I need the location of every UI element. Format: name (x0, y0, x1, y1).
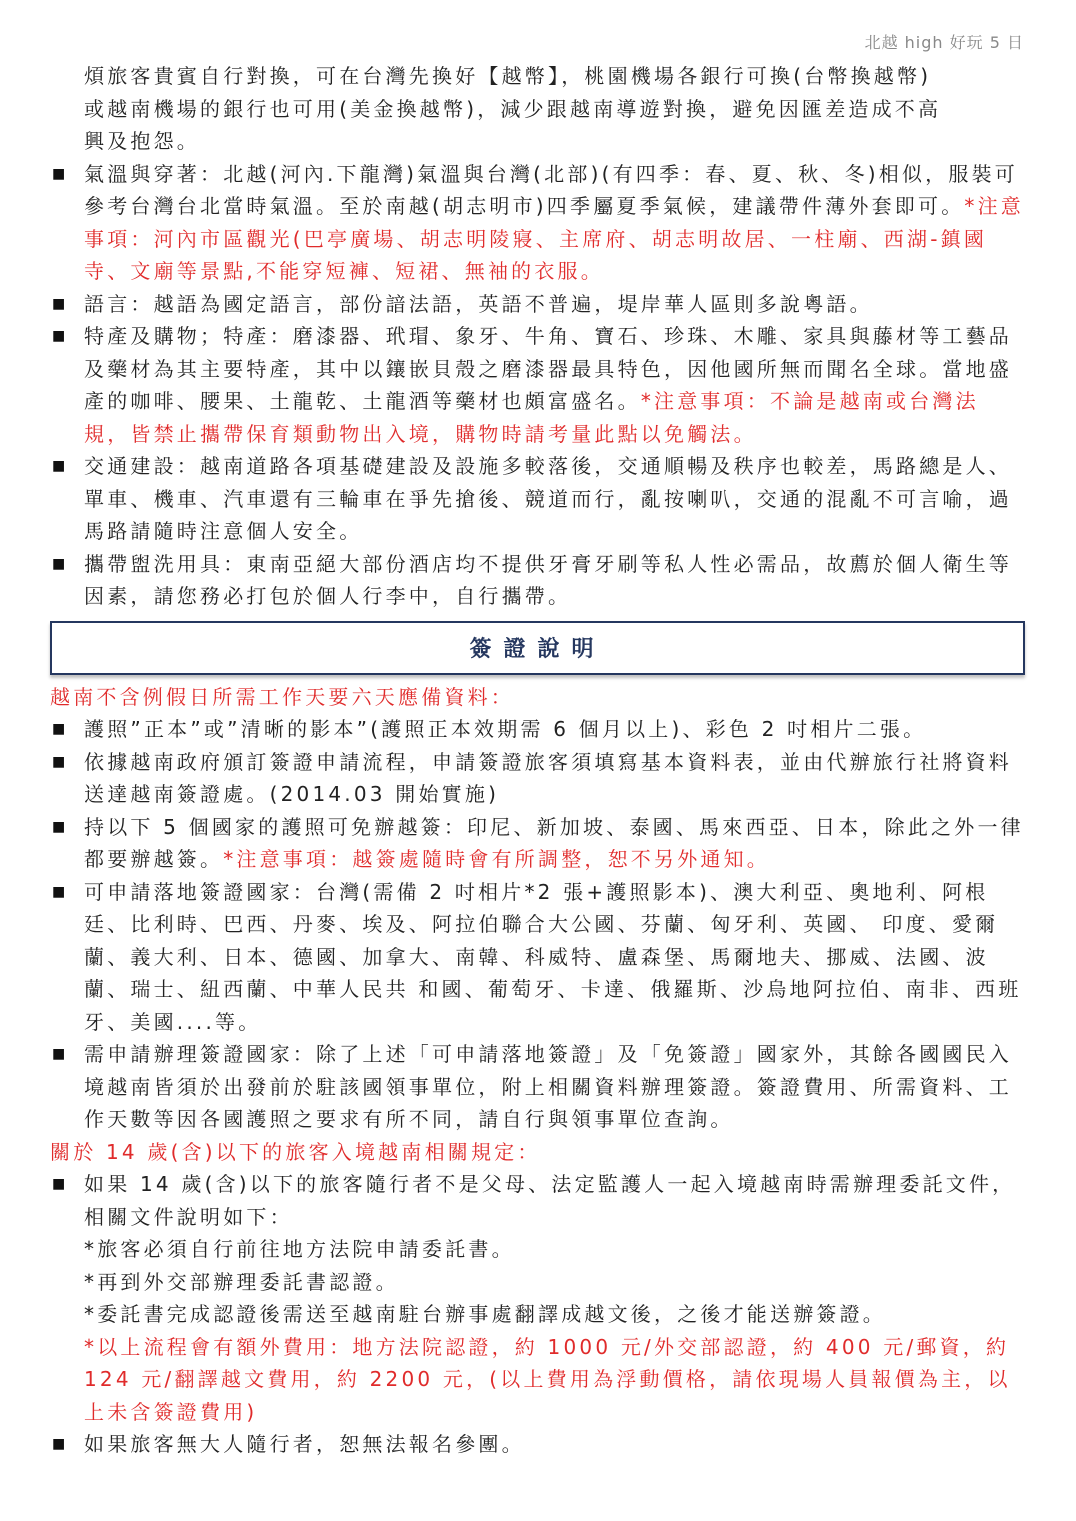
bullet-icon: ■ (52, 555, 66, 572)
visa-item-required (50, 1038, 1025, 1136)
bullet-icon: ■ (52, 1436, 66, 1452)
minor-step: *委託書完成認證後需送至越南駐台辦事處翻譯成越文後，之後才能送辦簽證。 (84, 1302, 886, 1326)
continuation-line: 或越南機場的銀行也可用(美金換越幣)，減少跟越南導遊對換，避免因匯差造成不高 (84, 96, 942, 121)
info-text: 氣溫與穿著：北越(河內.下龍灣)氣溫與台灣(北部)(有四季：春、夏、秋、冬)相似，服裝可參考台灣台北當時氣溫。至於南越(胡志明市)四季屬夏季氣候，建議帶件薄外套即可。 (84, 161, 1018, 218)
bullet-icon: ■ (52, 328, 66, 344)
visa-section-banner (50, 621, 1025, 675)
minor-step: *再到外交部辦理委託書認證。 (84, 1269, 399, 1294)
warning-note: *注意事項：不論是越南或台灣法規，皆禁止攜帶保育類動物出入境，購物時請考量此點以免觸法。 (84, 389, 979, 446)
visa-text: 依據越南政府頒訂簽證申請流程，申請簽證旅客須填寫基本資料表，並由代辦旅行社將資料送達越南簽證處。(2014.03 開始實施) (84, 749, 1012, 806)
minor-text: 如果 14 歲(含)以下的旅客隨行者不是父母、法定監護人一起入境越南時需辦理委託文件，相關文件說明如下： (84, 1172, 1016, 1229)
visa-subhead: 越南不含例假日所需工作天要六天應備資料： (50, 684, 514, 709)
info-item-climate (50, 158, 1025, 288)
bullet-icon: ■ (52, 458, 66, 474)
continuation-line: 煩旅客貴賓自行對換，可在台灣先換好【越幣】，桃園機場各銀行可換(台幣換越幣) (84, 64, 932, 88)
info-item-toiletries (50, 548, 1025, 613)
warning-note: *注意事項：越簽處隨時會有所調整，恕不另外通知。 (223, 847, 771, 871)
bullet-icon: ■ (52, 721, 66, 737)
minor-item (50, 1168, 1025, 1233)
minor-step: *旅客必須自行前往地方法院申請委託書。 (84, 1237, 515, 1261)
continuation-line: 興及抱怨。 (84, 129, 200, 153)
visa-text: 需申請辦理簽證國家：除了上述「可申請落地簽證」及「免簽證」國家外，其餘各國國民入境越南皆須於出發前於駐該國領事單位，附上相關資料辦理簽證。簽證費用、所需資料、工作天數等因各國護照之要求有所不同，請自行與領事單位查詢。 (84, 1042, 1012, 1131)
minor-subhead: 關於 14 歲(含)以下的旅客入境越南相關規定： (50, 1139, 541, 1164)
info-text: 交通建設：越南道路各項基礎建設及設施多較落後，交通順暢及秩序也較差，馬路總是人、單車、機車、汽車還有三輪車在爭先搶後、競道而行，亂按喇叭，交通的混亂不可言喻，過馬路請隨時注意個人安全。 (84, 454, 1012, 543)
bullet-icon: ■ (52, 1176, 66, 1192)
info-text: 語言：越語為國定語言，部份諳法語，英語不普遍，堤岸華人區則多說粵語。 (84, 291, 873, 316)
visa-item-passport (50, 713, 1025, 746)
warning-note: *注意事項：河內市區觀光(巴亭廣場、胡志明陵寢、主席府、胡志明故居、一柱廟、西湖-鎮國寺、文廟等景點,不能穿短褲、短裙、無袖的衣服。 (84, 194, 1025, 283)
info-item-traffic (50, 450, 1025, 548)
bullet-icon: ■ (52, 818, 66, 835)
fee-note: *以上流程會有額外費用：地方法院認證，約 1000 元/外交部認證，約 400 元/郵資，約 124 元/翻譯越文費用，約 2200 元，(以上費用為浮動價格，請依現場人員報價為主，以上未含簽證費用) (84, 1334, 1011, 1424)
bullet-icon: ■ (52, 883, 66, 900)
bullet-icon: ■ (52, 1046, 66, 1062)
bullet-icon: ■ (52, 295, 66, 312)
bullet-icon: ■ (52, 753, 66, 770)
bullet-icon: ■ (52, 165, 66, 182)
visa-text: 持以下 5 個國家的護照可免辦越簽：印尼、新加坡、泰國、馬來西亞、日本，除此之外一律都要辦越簽。 (84, 814, 1024, 871)
document-body (50, 60, 1025, 1461)
visa-text: 可申請落地簽證國家：台灣(需備 2 吋相片*2 張+護照影本)、澳大利亞、奧地利、阿根廷、比利時、巴西、丹麥、埃及、阿拉伯聯合大公國、芬蘭、匈牙利、英國、 印度、愛爾蘭、義大利、日本、德國、加拿大、南韓、科威特、盧森堡、馬爾地夫、挪威、法國、波蘭、瑞士、紐西蘭、中華人民共 和國、葡萄牙、卡達、俄羅斯、沙烏地阿拉伯、南非、西班牙、美國....等。 (84, 879, 1022, 1034)
page-header: 北越 high 好玩 5 日 (864, 33, 1024, 52)
no-adult-item (50, 1428, 1025, 1461)
info-item-shopping (50, 320, 1025, 450)
section-title: 簽證說明 (469, 636, 606, 662)
visa-item-process (50, 746, 1025, 811)
visa-item-exempt (50, 811, 1025, 876)
info-item-language (50, 288, 1025, 321)
info-text: 特產及購物；特產：磨漆器、玳瑁、象牙、牛角、寶石、珍珠、木雕、家具與藤材等工藝品及藥材為其主要特產，其中以鑲嵌貝殼之磨漆器最具特色，因他國所無而聞名全球。當地盛產的咖啡、腰果、土龍乾、土龍酒等藥材也頗富盛名。 (84, 324, 1012, 413)
visa-text: 護照”正本”或”清晰的影本”(護照正本效期需 6 個月以上)、彩色 2 吋相片二張。 (84, 717, 927, 741)
info-text: 攜帶盥洗用具：東南亞絕大部份酒店均不提供牙膏牙刷等私人性必需品，故薦於個人衛生等因素，請您務必打包於個人行李中，自行攜帶。 (84, 551, 1012, 608)
visa-item-landing (50, 876, 1025, 1039)
no-adult-text: 如果旅客無大人隨行者，恕無法報名參團。 (84, 1432, 525, 1456)
